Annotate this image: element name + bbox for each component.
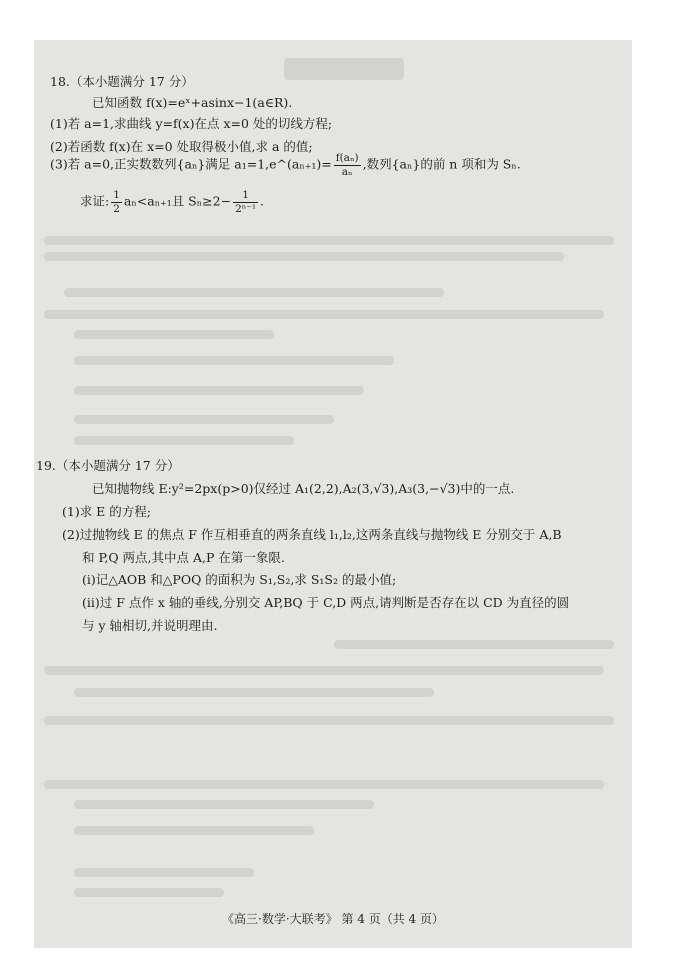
fraction-numerator: 1 (113, 189, 120, 201)
bleed-through (284, 58, 404, 80)
fraction-denominator: aₙ (341, 165, 353, 178)
q19-given: 已知抛物线 E:y²=2px(p>0)仅经过 A₁(2,2),A₂(3,√3),A₃(3,−√3)中的一点. (92, 481, 515, 496)
q18-part-3-text: (3)若 a=0,正实数数列{aₙ}满足 a₁=1,e^(aₙ₊₁)= (50, 156, 332, 172)
q18-part-3-text-end: ,数列{aₙ}的前 n 项和为 Sₙ. (362, 156, 521, 172)
fraction-half (111, 190, 122, 214)
q18-given: 已知函数 f(x)=eˣ+asinx−1(a∈R). (92, 95, 293, 110)
q18-part-2: (2)若函数 f(x)在 x=0 处取得极小值,求 a 的值; (50, 139, 313, 154)
exam-page (34, 40, 632, 948)
proof-label: 求证: (80, 193, 110, 209)
q19-part-2-line-1: (2)过抛物线 E 的焦点 F 作互相垂直的两条直线 l₁,l₂,这两条直线与抛物线 E 分别交于 A,B (62, 527, 562, 542)
q19-part-1: (1)求 E 的方程; (62, 504, 151, 519)
q18-proof (80, 190, 264, 214)
fraction-numerator: f(aₙ) (335, 152, 359, 164)
fraction (334, 153, 361, 177)
fraction-numerator: 1 (233, 190, 258, 203)
q18-part-3 (50, 153, 521, 177)
proof-inequality: aₙ<aₙ₊₁且 Sₙ≥2− (123, 193, 232, 209)
fraction-denominator: 2 (113, 202, 120, 215)
fraction-bound (233, 190, 258, 214)
page-footer: 《高三·数学·大联考》 第 4 页（共 4 页） (222, 912, 444, 926)
q19-part-2-line-2: 和 P,Q 两点,其中点 A,P 在第一象限. (82, 550, 285, 565)
q18-header: 18.（本小题满分 17 分） (50, 74, 194, 89)
q19-part-2-i: (ⅰ)记△AOB 和△POQ 的面积为 S₁,S₂,求 S₁S₂ 的最小值; (82, 572, 397, 587)
q19-header: 19.（本小题满分 17 分） (36, 458, 180, 473)
fraction-denominator: 2ⁿ⁻¹ (235, 202, 257, 215)
q19-part-2-ii-line-1: (ⅱ)过 F 点作 x 轴的垂线,分别交 AP,BQ 于 C,D 两点,请判断是否存在以 CD 为直径的圆 (82, 595, 570, 610)
q18-part-1: (1)若 a=1,求曲线 y=f(x)在点 x=0 处的切线方程; (50, 116, 333, 131)
proof-end: . (260, 193, 265, 209)
q19-part-2-ii-line-2: 与 y 轴相切,并说明理由. (82, 618, 218, 633)
